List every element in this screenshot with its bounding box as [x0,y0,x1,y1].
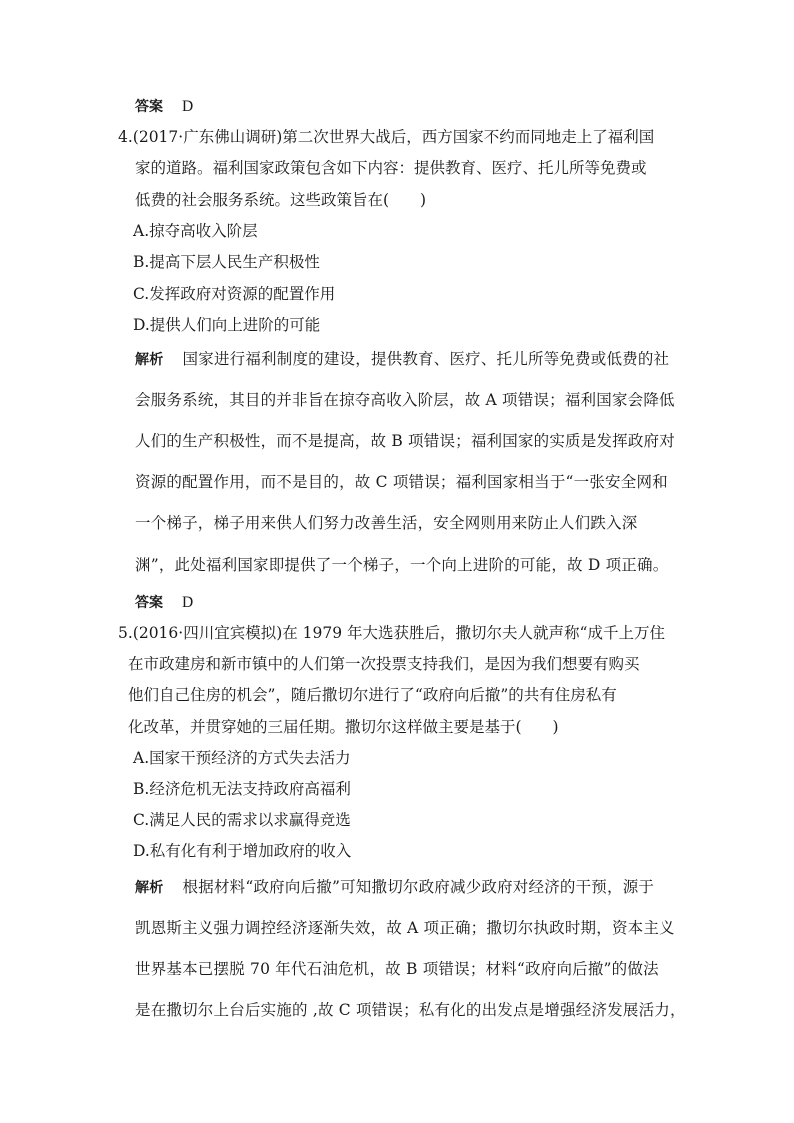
q4-explanation-line: 渊”，此处福利国家即提供了一个梯子，一个向上进阶的可能，故 D 项正确。 [135,556,669,574]
answer-label: 答案 [135,595,163,611]
q4-option-b: B.提高下层人民生产积极性 [133,253,320,271]
q4-stem-line: 家的道路。福利国家政策包含如下内容：提供教育、医疗、托儿所等免费或 [135,159,647,177]
q4-explanation-line: 会服务系统，其目的并非旨在掠夺高收入阶层，故 A 项错误；福利国家会降低 [135,391,675,409]
q5-stem-line: 在市政建房和新市镇中的人们第一次投票支持我们，是因为我们想要有购买 [128,655,640,673]
answer-label: 答案 [135,99,163,115]
q4-option-c: C.发挥政府对资源的配置作用 [133,285,336,303]
q4-explanation-line: 一个梯子，梯子用来供人们努力改善生活，安全网则用来防止人们跌入深 [135,514,638,532]
explanation-label: 解析 [135,352,164,368]
q5-explanation-line [135,877,654,898]
q5-stem-line: 5.(2016·四川宜宾模拟)在 1979 年大选获胜后，撒切尔夫人就声称“成千上万住 [118,624,665,642]
q5-stem-line: 他们自己住房的机会”，随后撒切尔进行了“政府向后撤”的共有住房私有 [128,686,617,704]
answer-line [135,96,193,117]
q5-option-a: A.国家干预经济的方式失去活力 [133,749,351,767]
q5-stem-line: 化改革，并贯穿她的三届任期。撒切尔这样做主要是基于( ) [128,718,559,736]
q4-explanation-text: 国家进行福利制度的建设，提供教育、医疗、托儿所等免费或低费的社 [182,350,670,368]
q5-option-c: C.满足人民的需求以求赢得竞选 [133,811,351,829]
q4-explanation-line [135,349,669,370]
q5-explanation-line: 是在撒切尔上台后实施的 ,故 C 项错误；私有化的出发点是增强经济发展活力， [135,1001,686,1019]
q5-explanation-text: 根据材料“政府向后撤”可知撒切尔政府减少政府对经济的干预，源于 [182,878,655,896]
q5-explanation-line: 凯恩斯主义强力调控经济逐渐失效，故 A 项正确；撒切尔执政时期，资本主义 [135,919,675,937]
q4-explanation-line: 人们的生产积极性，而不是提高，故 B 项错误；福利国家的实质是发挥政府对 [135,432,675,450]
q5-explanation-line: 世界基本已摆脱 70 年代石油危机，故 B 项错误；材料“政府向后撤”的做法 [135,960,659,978]
q4-stem-line: 低费的社会服务系统。这些政策旨在( ) [135,191,427,209]
q5-option-b: B.经济危机无法支持政府高福利 [133,780,351,798]
answer-value: D [181,98,194,115]
q4-option-a: A.掠夺高收入阶层 [133,222,258,240]
explanation-label: 解析 [135,880,164,896]
q5-option-d: D.私有化有利于增加政府的收入 [133,842,352,860]
answer-value: D [181,594,194,611]
q4-explanation-line: 资源的配置作用，而不是目的，故 C 项错误；福利国家相当于“一张安全网和 [135,473,668,491]
q4-option-d: D.提供人们向上进阶的可能 [133,316,321,334]
answer-line [135,592,193,613]
q4-stem-line: 4.(2017·广东佛山调研)第二次世界大战后，西方国家不约而同地走上了福利国 [118,128,655,146]
